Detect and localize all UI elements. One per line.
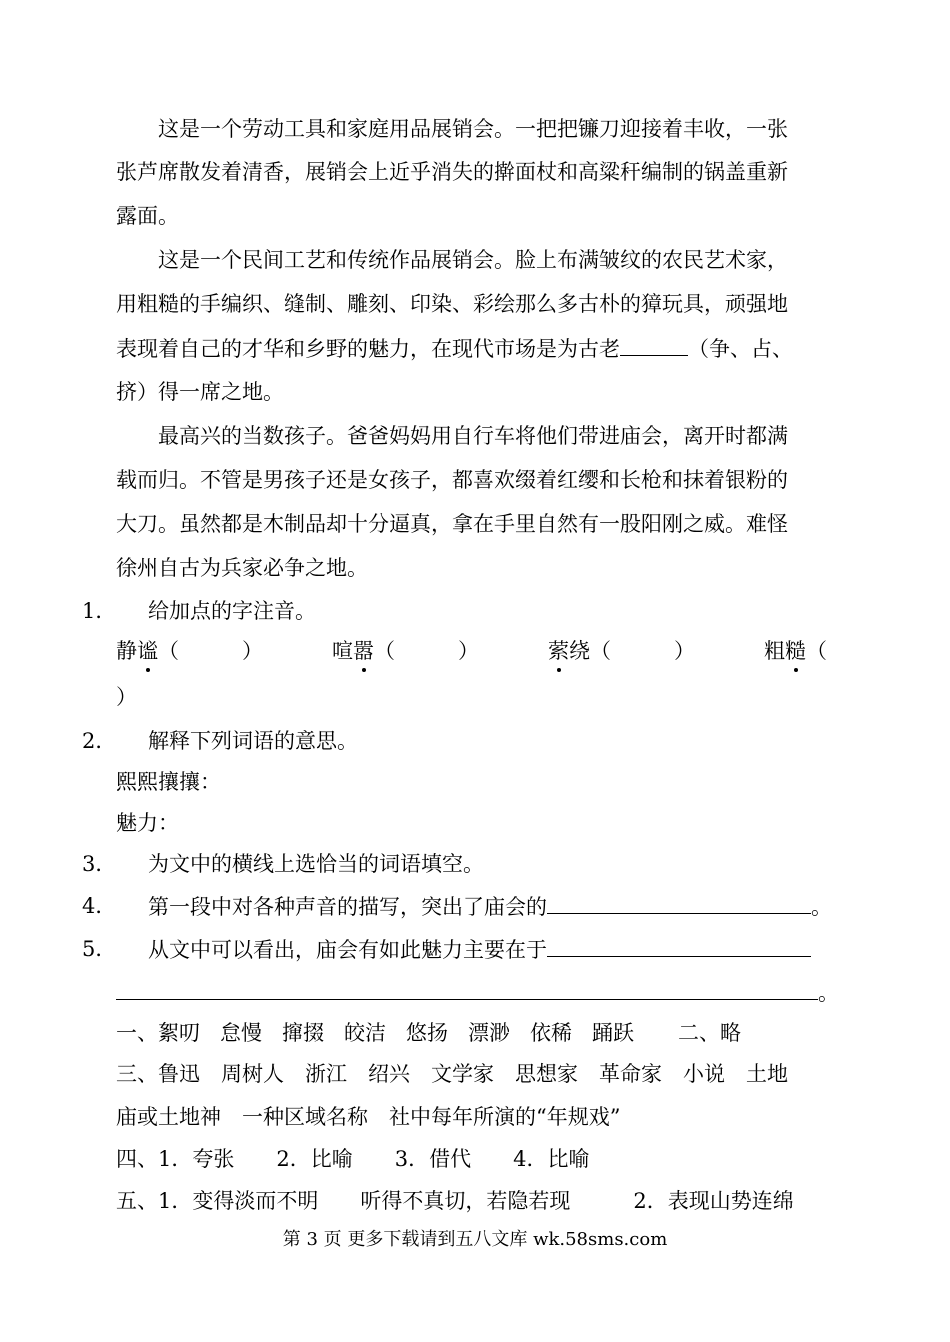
answer-term: 思想家 bbox=[515, 1062, 578, 1086]
answer-term: 依稀 bbox=[530, 1021, 572, 1045]
answer-term: 皎洁 bbox=[344, 1021, 386, 1045]
answer-term: 悠扬 bbox=[406, 1021, 448, 1045]
dotted-char: 嚣 bbox=[353, 639, 374, 663]
paragraph-2-line-3-before: 表现着自己的才华和乡野的魅力，在现代市场是为古老 bbox=[116, 337, 620, 361]
question-1-text: 给加点的字注音。 bbox=[148, 599, 316, 623]
answer-term: 漂渺 bbox=[468, 1021, 510, 1045]
answer-section-3 bbox=[116, 1061, 836, 1087]
answer-blank-q4[interactable] bbox=[547, 893, 811, 914]
answer-term: 周树人 bbox=[221, 1062, 284, 1086]
pinyin-item-3: 萦绕（ ） bbox=[548, 639, 695, 663]
answer-term: 怠慢 bbox=[220, 1021, 262, 1045]
question-2-word-2: 魅力： bbox=[116, 811, 179, 835]
paragraph-2-line-1: 这是一个民间工艺和传统作品展销会。脸上布满皱纹的农民艺术家， bbox=[158, 248, 788, 272]
paragraph-3-line-3: 大刀。虽然都是木制品却十分逼真，拿在手里自然有一股阳刚之威。难怪 bbox=[116, 512, 788, 536]
question-2-word-1: 熙熙攘攘： bbox=[116, 770, 221, 794]
pinyin-answer-bracket[interactable]: （ bbox=[806, 639, 827, 663]
answer-term: 革命家 bbox=[599, 1062, 662, 1086]
paragraph-2-line-4: 挤）得一席之地。 bbox=[116, 380, 284, 404]
question-4-number: 4． bbox=[82, 894, 117, 918]
answer-term: 小说 bbox=[683, 1062, 725, 1086]
paragraph-2-line-3-after: （争、占、 bbox=[688, 337, 793, 361]
pinyin-close-bracket: ） bbox=[116, 685, 137, 709]
pinyin-item-2: 喧嚣（ ） bbox=[332, 639, 479, 663]
answer-term: 撺掇 bbox=[282, 1021, 324, 1045]
answer-term: 绍兴 bbox=[368, 1062, 410, 1086]
answer-term: 土地 bbox=[746, 1062, 788, 1086]
pinyin-answer-bracket[interactable]: （ ） bbox=[158, 639, 263, 663]
question-1-number: 1． bbox=[82, 599, 117, 623]
paragraph-2-line-2: 用粗糙的手编织、缝制、雕刻、印染、彩绘那么多古朴的獐玩具，顽强地 bbox=[116, 292, 788, 316]
answer-section-5: 五、1．变得淡而不明 听得不真切，若隐若现 2．表现山势连绵 bbox=[116, 1189, 794, 1213]
answer-section-3-continued: 庙或土地神 一种区域名称 社中每年所演的“年规戏” bbox=[116, 1105, 621, 1129]
paragraph-1-line-3: 露面。 bbox=[116, 204, 179, 228]
answer-term: 浙江 bbox=[305, 1062, 347, 1086]
dotted-char: 糙 bbox=[785, 639, 806, 663]
answer-term: 一、絮叨 bbox=[116, 1021, 200, 1045]
answer-term: 三、鲁迅 bbox=[116, 1062, 200, 1086]
answer-term: 文学家 bbox=[431, 1062, 494, 1086]
paragraph-3-line-1: 最高兴的当数孩子。爸爸妈妈用自行车将他们带进庙会，离开时都满 bbox=[158, 424, 788, 448]
question-3-number: 3． bbox=[82, 852, 117, 876]
answer-section-1 bbox=[116, 1020, 836, 1046]
answer-term: 二、略 bbox=[678, 1021, 741, 1045]
fill-blank-compete[interactable] bbox=[620, 335, 688, 356]
question-2-number: 2． bbox=[82, 729, 117, 753]
question-4-text: 第一段中对各种声音的描写，突出了庙会的 。 bbox=[148, 895, 832, 919]
question-2-text: 解释下列词语的意思。 bbox=[148, 729, 358, 753]
answer-term: 踊跃 bbox=[592, 1021, 634, 1045]
question-5-line-2: 。 bbox=[116, 979, 836, 1006]
answer-blank-q5-line-2[interactable] bbox=[116, 979, 818, 1000]
paragraph-1-line-1: 这是一个劳动工具和家庭用品展销会。一把把镰刀迎接着丰收，一张 bbox=[158, 117, 788, 141]
paragraph-3-line-4: 徐州自古为兵家必争之地。 bbox=[116, 556, 368, 580]
answer-section-4: 四、1．夸张 2．比喻 3．借代 4．比喻 bbox=[116, 1147, 590, 1171]
question-5-number: 5． bbox=[82, 937, 117, 961]
page-footer: 第 3 页 更多下载请到五八文库 wk.58sms.com bbox=[282, 1229, 668, 1250]
paragraph-2-line-3 bbox=[116, 335, 836, 362]
pinyin-item-1: 静谧（ ） bbox=[116, 639, 263, 663]
pinyin-answer-bracket[interactable]: （ ） bbox=[374, 639, 479, 663]
pinyin-answer-bracket[interactable]: （ ） bbox=[590, 639, 695, 663]
answer-blank-q5-line-1[interactable] bbox=[547, 936, 811, 957]
question-3-text: 为文中的横线上选恰当的词语填空。 bbox=[148, 852, 484, 876]
question-5-text: 从文中可以看出，庙会有如此魅力主要在于 bbox=[148, 936, 811, 963]
dotted-char: 萦 bbox=[548, 639, 569, 663]
dotted-char: 谧 bbox=[137, 639, 158, 663]
pinyin-item-4: 粗糙（ bbox=[764, 639, 827, 663]
paragraph-1-line-2: 张芦席散发着清香，展销会上近乎消失的擀面杖和高粱秆编制的锅盖重新 bbox=[116, 160, 788, 184]
paragraph-3-line-2: 载而归。不管是男孩子还是女孩子，都喜欢缀着红缨和长枪和抹着银粉的 bbox=[116, 468, 788, 492]
